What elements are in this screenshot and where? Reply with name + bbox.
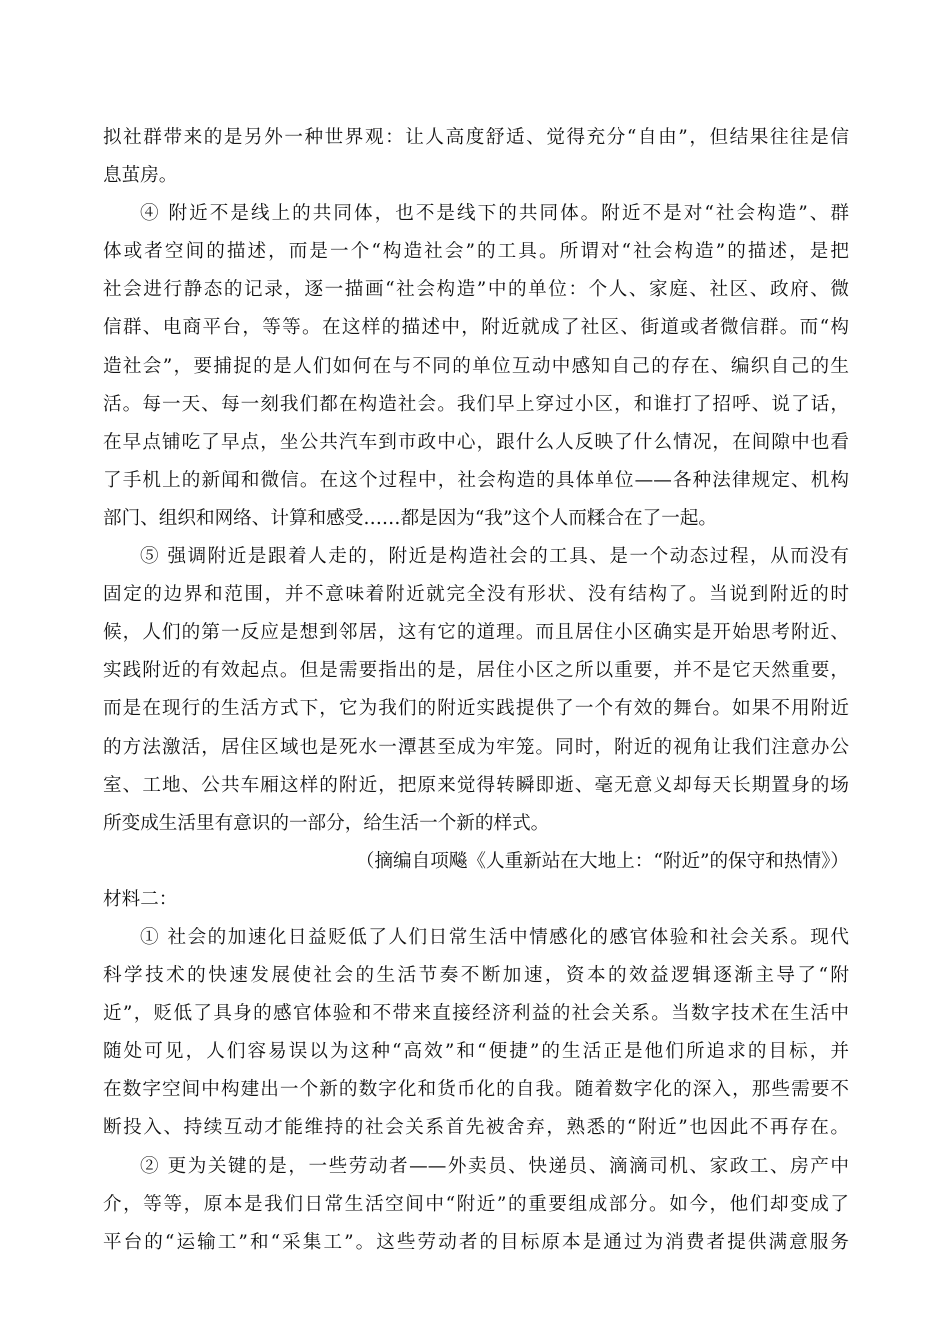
document-page xyxy=(103,119,849,1262)
text-line: 平台的“运输工”和“采集工”。这些劳动者的目标原本是通过为消费者提供满意服务 xyxy=(103,1231,849,1253)
text-line: 在数字空间中构建出一个新的数字化和货币化的自我。随着数字化的深入，那些需要不 xyxy=(103,1079,849,1101)
text-line: 室、工地、公共车厢这样的附近，把原来觉得转瞬即逝、毫无意义却每天长期置身的场 xyxy=(103,774,849,796)
paragraph-1-start: ① 社会的加速化日益贬低了人们日常生活中情感化的感官体验和社会关系。现代 xyxy=(140,926,849,948)
text-line: 介，等等，原本是我们日常生活空间中“附近”的重要组成部分。如今，他们却变成了 xyxy=(103,1193,849,1215)
text-line: 的方法激活，居住区域也是死水一潭甚至成为牢笼。同时，附近的视角让我们注意办公 xyxy=(103,736,849,758)
text-line: 断投入、持续互动才能维持的社会关系首先被舍弃，熟悉的“附近”也因此不再存在。 xyxy=(103,1117,849,1139)
text-line: 近”，贬低了具身的感官体验和不带来直接经济利益的社会关系。当数字技术在生活中 xyxy=(103,1003,849,1025)
source-citation: （摘编自项飚《人重新站在大地上：“附近”的保守和热情》） xyxy=(355,850,849,872)
section-heading: 材料二： xyxy=(103,888,178,910)
text-line: 了手机上的新闻和微信。在这个过程中，社会构造的具体单位——各种法律规定、机构 xyxy=(103,469,849,491)
paragraph-2-start: ② 更为关键的是，一些劳动者——外卖员、快递员、滴滴司机、家政工、房产中 xyxy=(140,1155,849,1177)
text-line: 信群、电商平台，等等。在这样的描述中，附近就成了社区、街道或者微信群。而“构 xyxy=(103,317,849,339)
text-line: 科学技术的快速发展使社会的生活节奏不断加速，资本的效益逻辑逐渐主导了“附 xyxy=(103,965,849,987)
text-line: 部门、组织和网络、计算和感受……都是因为“我”这个人而糅合在了一起。 xyxy=(103,507,718,529)
text-line: 随处可见，人们容易误以为这种“高效”和“便捷”的生活正是他们所追求的目标，并 xyxy=(103,1041,849,1063)
text-line: 固定的边界和范围，并不意味着附近就完全没有形状、没有结构了。当说到附近的时 xyxy=(103,584,849,606)
text-line: 在早点铺吃了早点，坐公共汽车到市政中心，跟什么人反映了什么情况，在间隙中也看 xyxy=(103,431,849,453)
text-line: 活。每一天、每一刻我们都在构造社会。我们早上穿过小区，和谁打了招呼、说了话， xyxy=(103,393,849,415)
text-line: 所变成生活里有意识的一部分，给生活一个新的样式。 xyxy=(103,812,550,834)
text-line: 拟社群带来的是另外一种世界观：让人高度舒适、觉得充分“自由”，但结果往往是信 xyxy=(103,127,849,148)
document-body xyxy=(103,119,849,1262)
text-line: 息茧房。 xyxy=(103,165,178,187)
text-line: 而是在现行的生活方式下，它为我们的附近实践提供了一个有效的舞台。如果不用附近 xyxy=(103,698,849,720)
text-line: 体或者空间的描述，而是一个“构造社会”的工具。所谓对“社会构造”的描述，是把 xyxy=(103,241,849,263)
text-line: 造社会”，要捕捉的是人们如何在与不同的单位互动中感知自己的存在、编织自己的生 xyxy=(103,355,849,377)
text-line: 实践附近的有效起点。但是需要指出的是，居住小区之所以重要，并不是它天然重要， xyxy=(103,660,849,682)
paragraph-4-start: ④ 附近不是线上的共同体，也不是线下的共同体。附近不是对“社会构造”、群 xyxy=(140,203,849,225)
paragraph-5-start: ⑤ 强调附近是跟着人走的，附近是构造社会的工具、是一个动态过程，从而没有 xyxy=(140,546,849,568)
text-line: 候，人们的第一反应是想到邻居，这有它的道理。而且居住小区确实是开始思考附近、 xyxy=(103,622,849,644)
text-line: 社会进行静态的记录，逐一描画“社会构造”中的单位：个人、家庭、社区、政府、微 xyxy=(103,279,849,301)
